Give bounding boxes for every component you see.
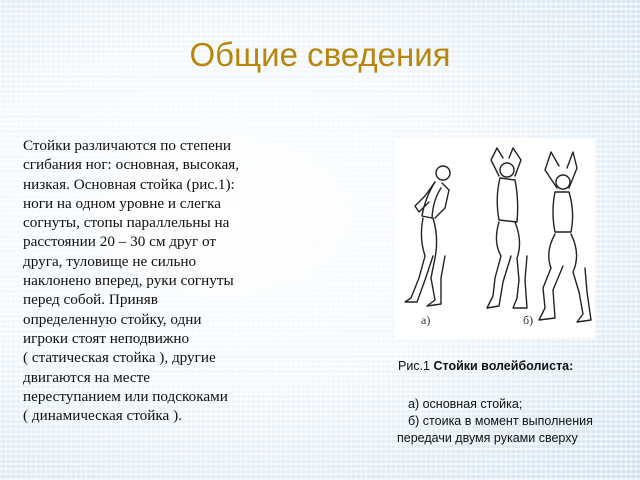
body-text: Стойки различаются по степени сгибания ног: основная, высокая, низкая. Основная стойка (рис.1): ноги на одном уровне и слегка согнуты, стопы параллельны на расстоянии 20 – 30 см друг от друга, туловище не сильно наклонено вперед, руки согнуты перед собой. Приняв определенную стойку, одни игроки стоят неподвижно ( статическая стойка ), другие двигаются на месте переступанием или подскоками ( динамическая стойка ). — [23, 137, 240, 425]
figure-a-player — [405, 166, 450, 306]
figure-label-b: б) — [523, 313, 534, 327]
caption-item-b-line2: передачи двумя руками сверху — [397, 431, 578, 445]
figure-b1-player — [487, 148, 527, 308]
caption-title: Стойки волейболиста: — [433, 359, 574, 373]
figure-label-a: а) — [421, 313, 431, 327]
slide-title: Общие сведения — [189, 36, 451, 73]
caption-item-b-line1: б) стоика в момент выполнения — [408, 414, 593, 428]
caption-item-a: а) основная стойка; — [408, 397, 523, 411]
caption-prefix: Рис.1 — [398, 359, 434, 373]
stance-drawing — [395, 138, 595, 338]
figure-caption — [398, 358, 638, 375]
figure-b2-player — [539, 152, 591, 322]
volleyball-stance-figure — [395, 138, 595, 338]
